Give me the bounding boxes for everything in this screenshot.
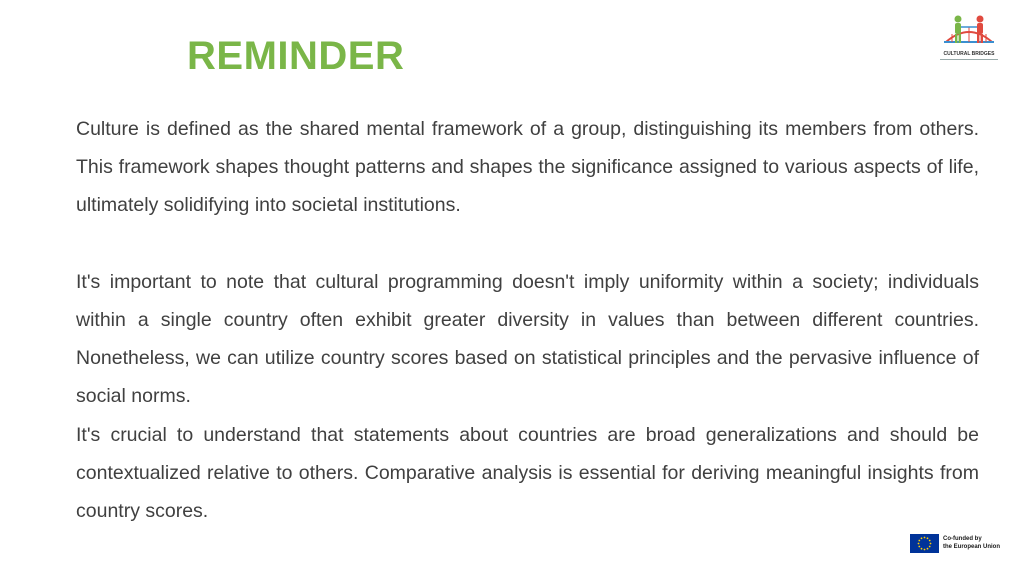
logo-divider [940,59,998,60]
logo-name: CULTURAL BRIDGES [943,51,995,57]
eu-line-2: the European Union [943,544,1000,550]
two-people-bridge-icon [938,14,1000,50]
cultural-bridges-logo [938,14,1000,64]
eu-cofunded-badge [910,534,1010,554]
eu-line-1: Co-funded by [943,536,982,542]
eu-cofunded-text [943,535,1000,551]
paragraph-spacer [76,225,979,263]
eu-flag-icon [910,534,939,553]
paragraph-cultural-programming: It's important to note that cultural programming doesn't imply uniformity within a society; individuals within a single country often exhibit greater diversity in values than between different countries. Nonetheless, we can utilize country scores based on statistical principles and the pervasive influence of social norms. [76,270,979,408]
paragraph-generalizations: It's crucial to understand that statements about countries are broad generalizations and should be contextualized relative to others. Comparative analysis is essential for deriving meaningful insights from country scores. [76,423,979,523]
paragraph-culture-definition: Culture is defined as the shared mental framework of a group, distinguishing its members from others. This framework shapes thought patterns and shapes the significance assigned to various aspects of life, ultimately solidifying into societal institutions. [76,118,979,217]
slide-title: REMINDER [187,34,405,78]
slide-body [76,110,979,530]
